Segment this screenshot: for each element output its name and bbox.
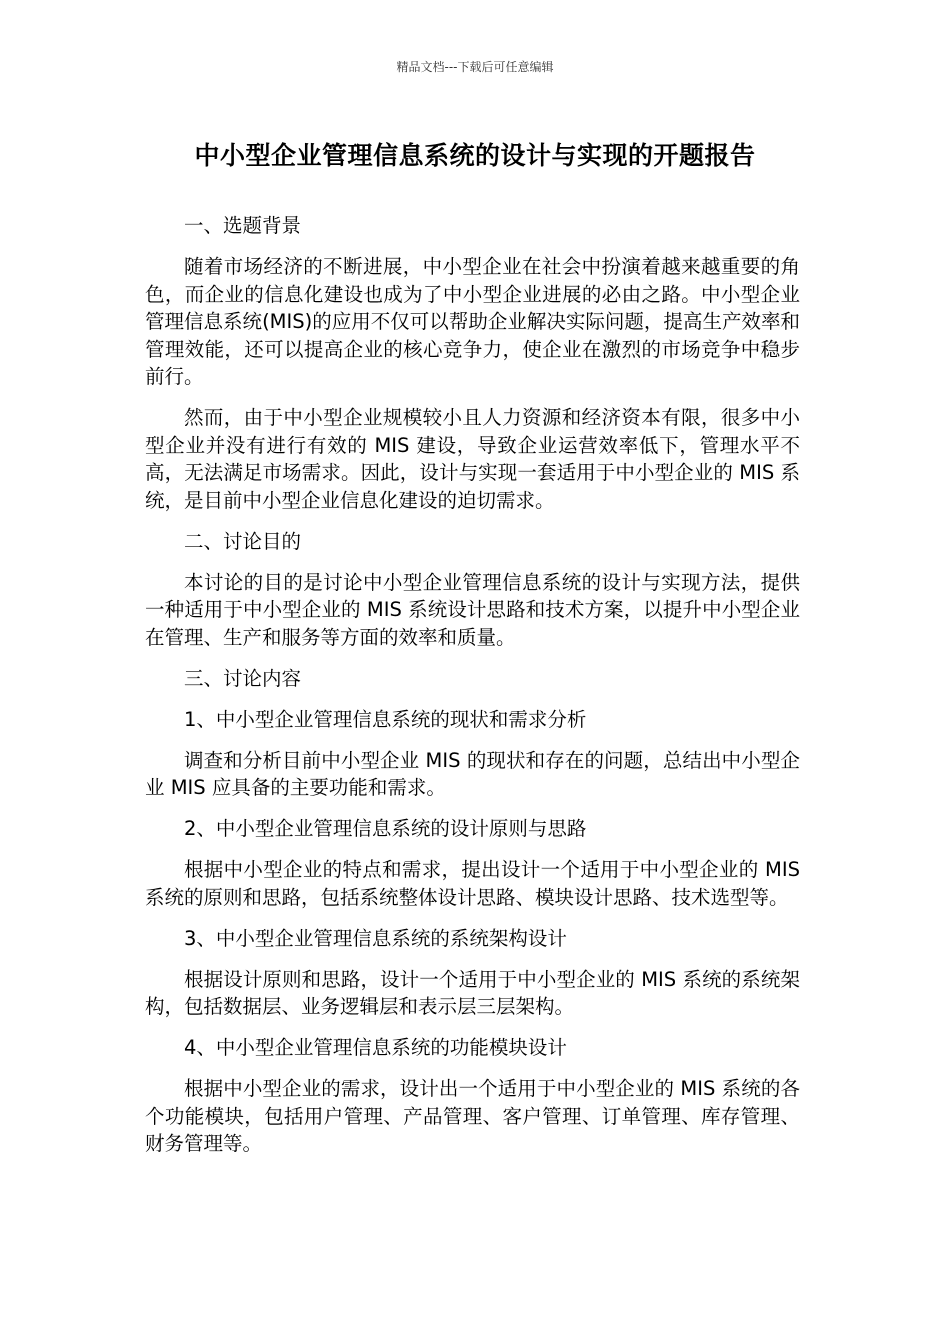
body-paragraph: 调查和分析目前中小型企业 MIS 的现状和存在的问题，总结出中小型企业 MIS 应具备的主要功能和需求。 [145,748,800,799]
subsection-heading-3: 3、中小型企业管理信息系统的系统架构设计 [184,926,567,950]
page-header-note: 精品文档---下载后可任意编辑 [396,60,554,74]
document-title: 中小型企业管理信息系统的设计与实现的开题报告 [194,141,756,170]
body-paragraph: 根据设计原则和思路，设计一个适用于中小型企业的 MIS 系统的系统架构，包括数据层、业务逻辑层和表示层三层架构。 [145,967,800,1018]
section-heading-purpose: 二、讨论目的 [184,529,302,553]
body-paragraph: 根据中小型企业的需求，设计出一个适用于中小型企业的 MIS 系统的各个功能模块，包括用户管理、产品管理、客户管理、订单管理、库存管理、财务管理等。 [145,1077,800,1155]
body-paragraph: 根据中小型企业的特点和需求，提出设计一个适用于中小型企业的 MIS 系统的原则和思路，包括系统整体设计思路、模块设计思路、技术选型等。 [145,858,800,909]
section-heading-content: 三、讨论内容 [184,666,302,690]
subsection-heading-1: 1、中小型企业管理信息系统的现状和需求分析 [184,707,587,731]
body-paragraph: 然而，由于中小型企业规模较小且人力资源和经济资本有限，很多中小型企业并没有进行有效的 MIS 建设，导致企业运营效率低下，管理水平不高，无法满足市场需求。因此，设计与实现一套适用于中小型企业的 MIS 系统，是目前中小型企业信息化建设的迫切需求。 [145,406,800,512]
body-paragraph: 随着市场经济的不断进展，中小型企业在社会中扮演着越来越重要的角色，而企业的信息化建设也成为了中小型企业进展的必由之路。中小型企业管理信息系统(MIS)的应用不仅可以帮助企业解决实际问题，提高生产效率和管理效能，还可以提高企业的核心竞争力，使企业在激烈的市场竞争中稳步前行。 [145,255,800,388]
body-paragraph: 本讨论的目的是讨论中小型企业管理信息系统的设计与实现方法，提供一种适用于中小型企业的 MIS 系统设计思路和技术方案，以提升中小型企业在管理、生产和服务等方面的效率和质量。 [145,570,800,649]
section-heading-background: 一、选题背景 [184,214,302,237]
document-body [145,212,800,1171]
subsection-heading-4: 4、中小型企业管理信息系统的功能模块设计 [184,1036,567,1059]
subsection-heading-2: 2、中小型企业管理信息系统的设计原则与思路 [184,817,587,840]
